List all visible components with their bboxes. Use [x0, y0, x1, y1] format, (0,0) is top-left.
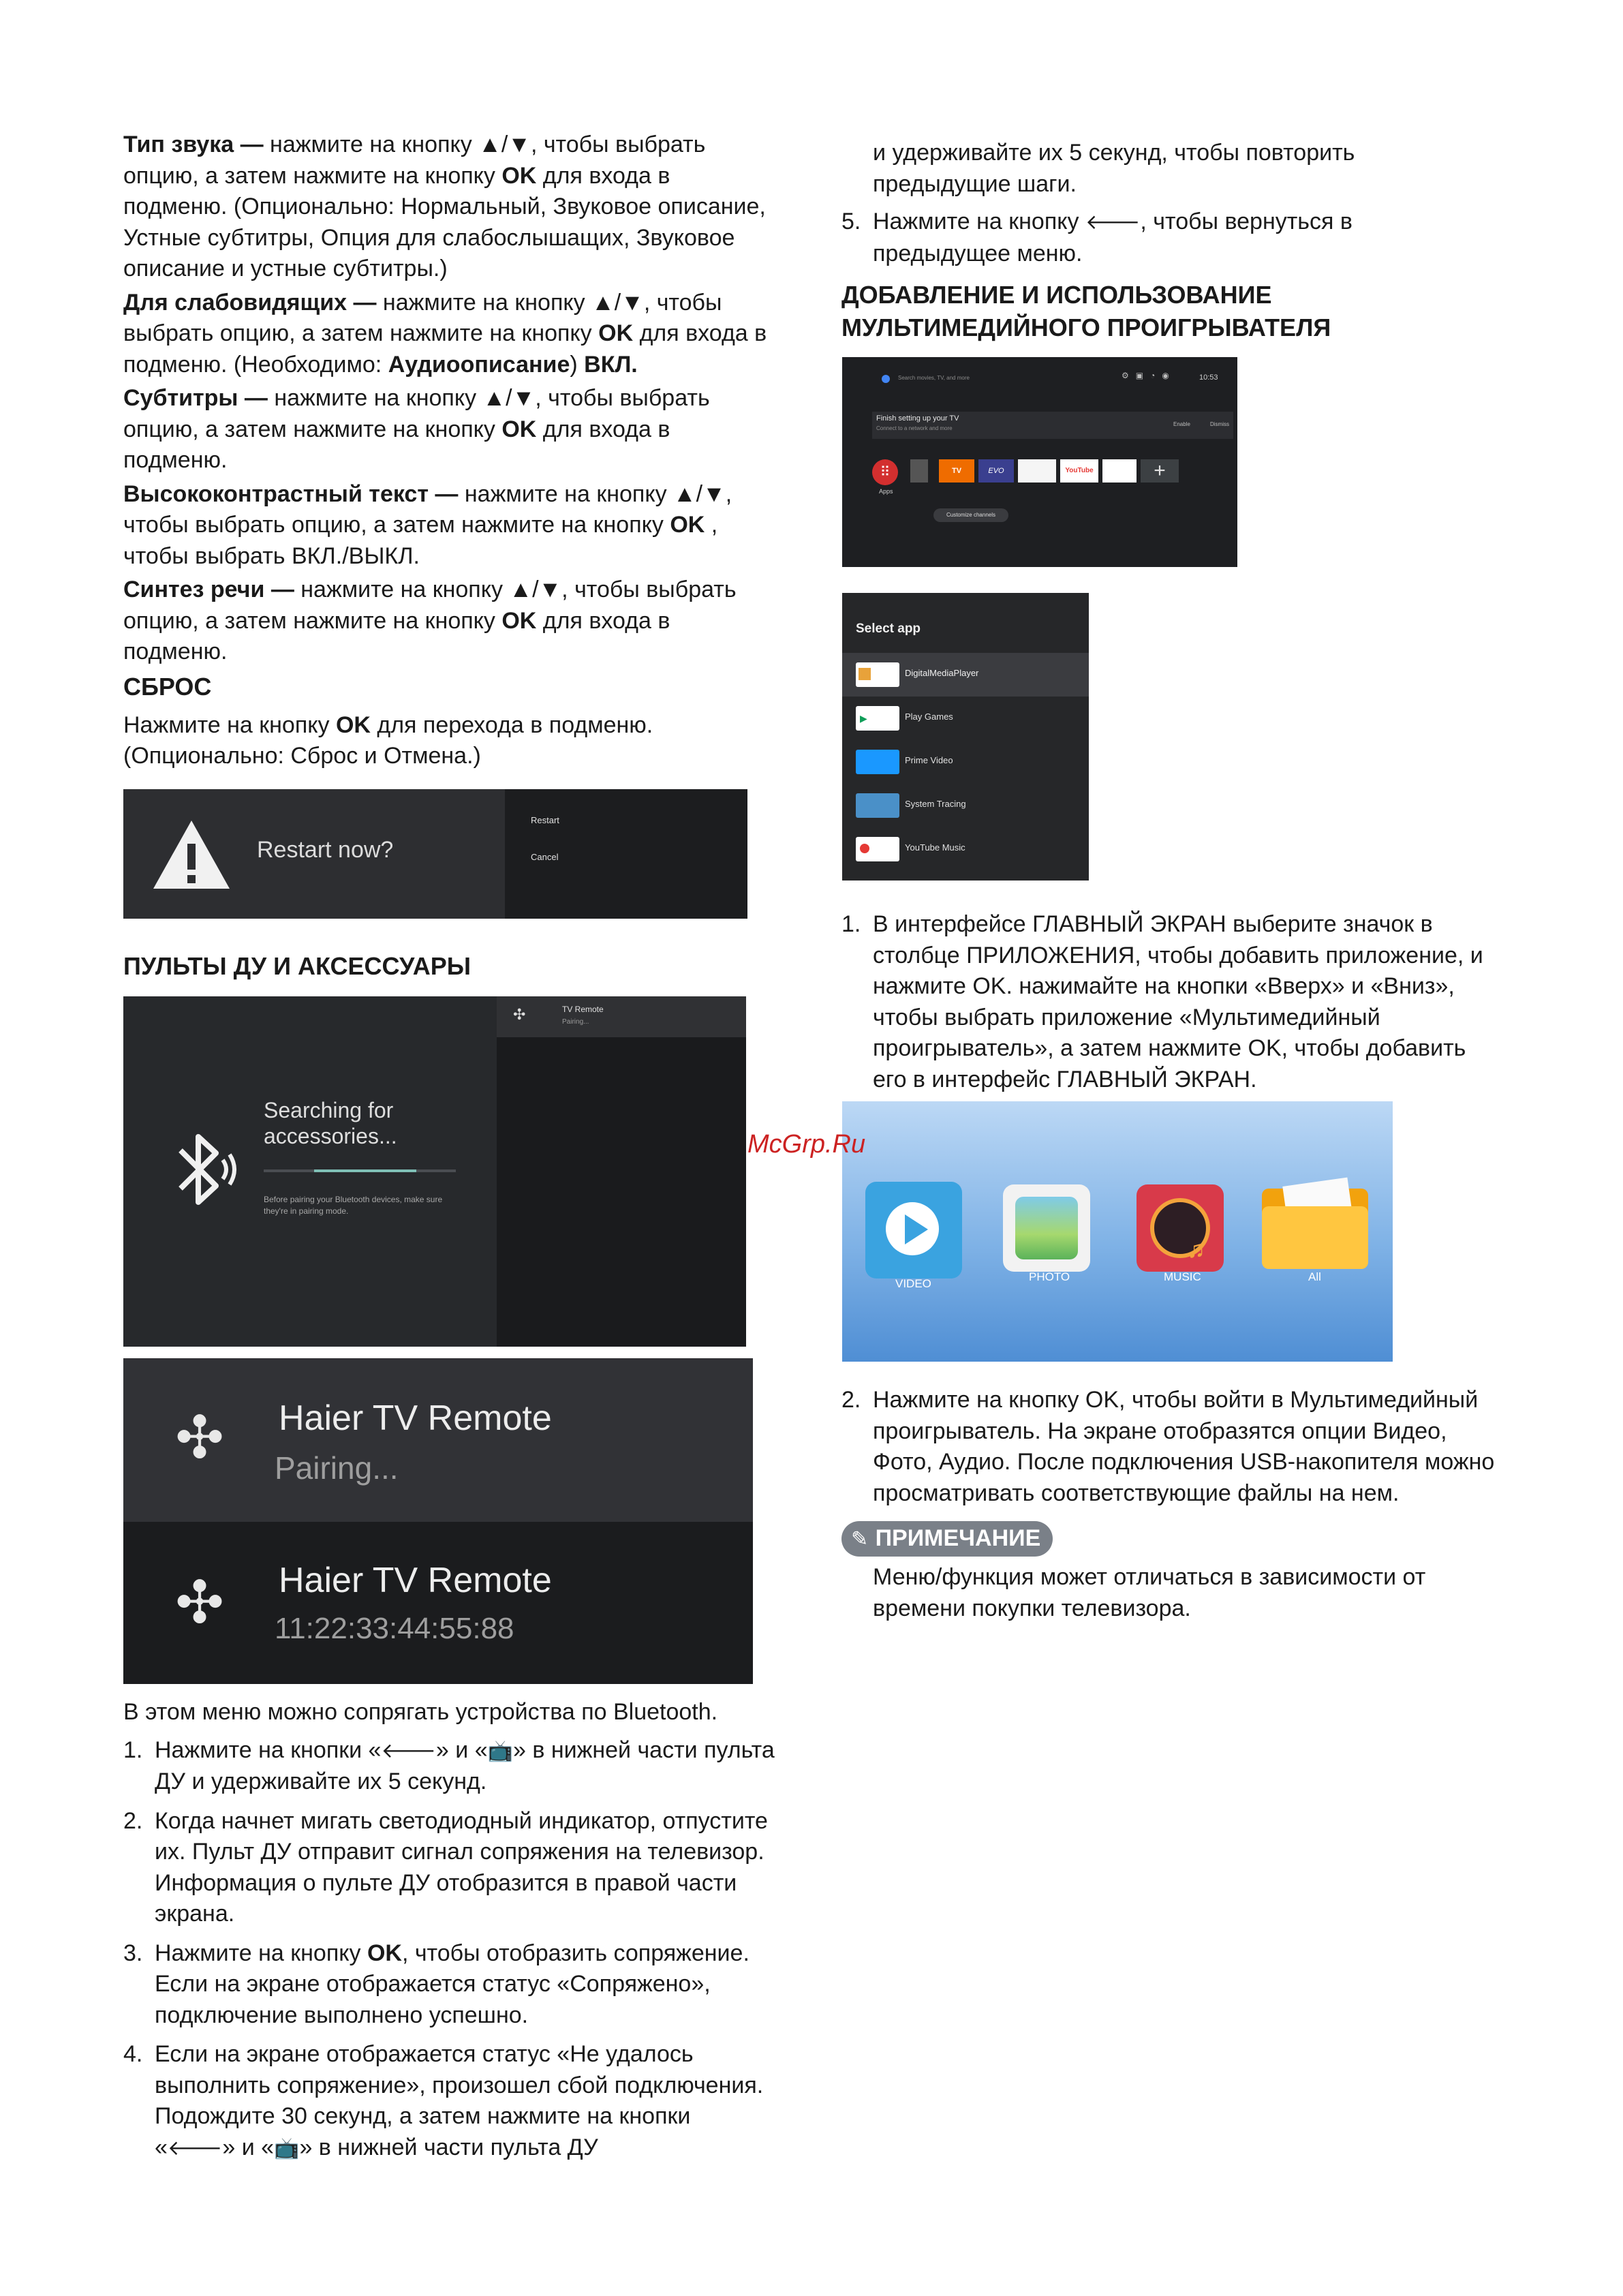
text: нажмите на кнопку ▲/▼, чтобы выбрать опцию, а затем нажмите на кнопку [123, 132, 706, 189]
home-screen-screenshot [842, 357, 1237, 567]
ok-label: OK [501, 607, 537, 634]
app-name: System Tracing [905, 799, 966, 809]
term: Для слабовидящих — [123, 289, 377, 316]
step-number: 2. [123, 1807, 143, 1834]
tts-paragraph [123, 575, 777, 668]
gamepad-icon: ✣ [175, 1570, 225, 1636]
ok-label: OK [367, 1940, 402, 1966]
text: для входа в подменю. (Необходимо: [123, 320, 767, 378]
note-label: ПРИМЕЧАНИЕ [875, 1525, 1041, 1551]
folder-tile[interactable] [1262, 1182, 1368, 1269]
tile-add[interactable]: + [1141, 459, 1179, 483]
text: Нажмите на кнопку OK, чтобы войти в Мультимедийный проигрыватель. На экране отобразятся опции Видео, Фото, Аудио. После подключения USB-накопителя можно просматривать соответствующие файлы на нем. [873, 1387, 1495, 1506]
text: для входа в подменю. (Опционально: Нормальный, Звуковое описание, Устные субтитры, Опция для слабослышащих, Звуковое описание и устные субтитры.) [123, 162, 766, 281]
reset-paragraph [123, 710, 777, 772]
setup-banner[interactable] [872, 412, 1233, 439]
step-1 [123, 1735, 777, 1798]
bt-steps [123, 1735, 777, 2164]
text: для входа в подменю. [123, 416, 670, 473]
text: для входа в подменю. [123, 607, 670, 664]
apps-button[interactable]: ⠿ [872, 459, 898, 485]
select-app-title: Select app [856, 622, 921, 636]
enable-button[interactable]: Enable [1173, 421, 1190, 427]
note-badge [841, 1521, 1053, 1557]
step-4 [123, 2039, 777, 2164]
watermark: McGrp.Ru [747, 1130, 866, 1159]
back-arrow-icon: 🡐 [1085, 211, 1141, 234]
music-tile[interactable] [1137, 1184, 1224, 1272]
remotes-heading: ПУЛЬТЫ ДУ И АКСЕССУАРЫ [123, 952, 471, 980]
text: нажмите на кнопку ▲/▼, чтобы выбрать опцию, а затем нажмите на кнопку [123, 577, 737, 634]
text: , чтобы выбрать ВКЛ./ВЫКЛ. [123, 512, 718, 569]
text: , чтобы отобразить сопряжение. Если на экране отображается статус «Сопряжено», подключение выполнено успешно. [155, 1940, 749, 2028]
step-number: 1. [123, 1736, 143, 1763]
searching-text: Searching for accessories... [264, 1098, 397, 1148]
text: ) [570, 351, 585, 378]
folder-icon-front [1262, 1206, 1368, 1269]
paired-mac: 11:22:33:44:55:88 [275, 1612, 514, 1645]
remote-status: Pairing... [562, 1018, 589, 1026]
step-number: 1. [841, 911, 861, 937]
text: Если на экране отображается статус «Не удалось выполнить сопряжение», произошел сбой подключения. Подождите 30 секунд, а затем нажмите на кнопки « [155, 2041, 764, 2160]
video-label: VIDEO [895, 1277, 931, 1290]
ok-label: OK [598, 320, 634, 346]
pairing-title: Haier TV Remote [279, 1398, 552, 1438]
remote-panel [497, 996, 746, 1347]
tv-icon: 📺 [487, 1739, 513, 1763]
step-number: 5. [841, 209, 861, 234]
video-tile[interactable] [865, 1182, 962, 1279]
ok-label: OK [335, 711, 371, 738]
progress-fill [314, 1169, 416, 1172]
app-icon [856, 837, 899, 861]
left-column [123, 129, 777, 772]
step-number: 3. [123, 1940, 143, 1966]
restart-options-panel [505, 789, 747, 919]
term: Высококонтрастный текст — [123, 480, 459, 507]
media-steps-a [841, 909, 1496, 1095]
cancel-option[interactable]: Cancel [531, 852, 559, 862]
tile-blank[interactable] [910, 459, 928, 483]
app-row-selected[interactable] [842, 653, 1089, 697]
bt-intro: В этом меню можно сопрягать устройства по Bluetooth. [123, 1699, 718, 1725]
paired-title: Haier TV Remote [279, 1561, 552, 1600]
media-step-1-block [841, 909, 1496, 1103]
app-icon [856, 793, 899, 818]
search-hint[interactable]: Search movies, TV, and more [898, 375, 970, 381]
play-triangle [905, 1214, 928, 1244]
app-name: YouTube Music [905, 842, 965, 853]
customize-channels-button[interactable]: Customize channels [933, 508, 1008, 522]
gamepad-icon: ✣ [513, 1006, 526, 1023]
text: , чтобы вернуться в предыдущее меню. [873, 209, 1352, 266]
app-name: Play Games [905, 711, 953, 722]
step-3 [123, 1938, 777, 2032]
ok-label: OK [670, 512, 705, 538]
all-label: All [1308, 1270, 1321, 1283]
tile-tv[interactable]: TV [939, 459, 974, 483]
visually-impaired-paragraph [123, 288, 777, 381]
ok-label: OK [501, 162, 537, 189]
app-row[interactable] [842, 784, 1089, 827]
text: Нажмите на кнопку [155, 1940, 367, 1966]
term: ВКЛ. [584, 351, 638, 378]
right-column-top [841, 138, 1496, 344]
text: Нажмите на кнопки « [155, 1736, 382, 1763]
step-5-list [841, 206, 1496, 269]
restart-dialog-screenshot [123, 789, 747, 919]
step-number: 4. [123, 2041, 143, 2067]
text: Нажмите на кнопку [873, 209, 1085, 234]
app-row[interactable] [842, 827, 1089, 871]
media-step-2-block [841, 1385, 1496, 1624]
photo-icon [1015, 1197, 1078, 1259]
step-number: 2. [841, 1387, 861, 1413]
remote-name: TV Remote [562, 1005, 604, 1014]
bluetooth-search-screenshot [123, 996, 746, 1347]
text: » в нижней части пульта ДУ и удерживайте их 5 секунд. [155, 1736, 775, 1794]
tile-movies[interactable] [1102, 459, 1137, 483]
note-text: Меню/функция может отличаться в зависимости от времени покупки телевизора. [873, 1564, 1426, 1621]
step-2 [123, 1806, 777, 1930]
bluetooth-instructions [123, 1697, 777, 2172]
app-name: Prime Video [905, 755, 953, 765]
text: нажмите на кнопку ▲/▼, чтобы выбрать опцию, а затем нажмите на кнопку [123, 289, 722, 346]
remote-list-item[interactable] [497, 996, 746, 1037]
photo-tile[interactable] [1003, 1184, 1090, 1272]
photo-label: PHOTO [1029, 1270, 1070, 1283]
text: » и « [222, 2134, 275, 2160]
pairing-screenshot [123, 1358, 753, 1684]
dismiss-button[interactable]: Dismiss [1210, 421, 1229, 427]
banner-title: Finish setting up your TV [876, 414, 959, 423]
restart-option[interactable]: Restart [531, 815, 559, 825]
ok-label: OK [501, 416, 537, 442]
text: » в нижней части пульта ДУ [299, 2134, 598, 2160]
step-5 [841, 206, 1496, 269]
tv-icon: 📺 [274, 2136, 300, 2160]
text: Нажмите на кнопку [123, 711, 336, 738]
tile-evo[interactable]: EVO [978, 459, 1014, 483]
media-step-2 [841, 1385, 1496, 1509]
app-icon [856, 750, 899, 774]
media-player-screenshot [842, 1101, 1393, 1362]
text: для перехода в подменю. (Опционально: Сброс и Отмена.) [123, 711, 653, 769]
media-steps-b [841, 1385, 1496, 1509]
back-arrow-icon: 🡐 [167, 2136, 223, 2160]
term: Синтез речи — [123, 577, 294, 602]
pairing-row[interactable] [123, 1358, 753, 1522]
settings-icons[interactable]: ⚙▣◔◉ [1122, 371, 1176, 380]
tile-youtube[interactable]: YouTube [1060, 459, 1098, 483]
term: Тип звука — [123, 132, 264, 157]
back-arrow-icon: 🡐 [381, 1739, 436, 1763]
music-note-icon: ♫ [1187, 1235, 1205, 1263]
term: Аудиоописание [388, 351, 570, 378]
tile-play[interactable] [1018, 459, 1056, 483]
high-contrast-paragraph [123, 479, 777, 572]
text: Когда начнет мигать светодиодный индикатор, отпустите их. Пульт ДУ отправит сигнал сопряжения на телевизор. Информация о пульте ДУ отобразится в правой части экрана. [155, 1807, 768, 1927]
pairing-status: Pairing... [275, 1450, 399, 1486]
app-icon: ▶ [856, 706, 899, 731]
text: нажмите на кнопку ▲/▼, чтобы выбрать опцию, а затем нажмите на кнопку [123, 385, 710, 442]
app-row[interactable] [842, 740, 1089, 784]
paired-row[interactable] [123, 1522, 753, 1684]
continued-text: и удерживайте их 5 секунд, чтобы повторить предыдущие шаги. [873, 140, 1355, 197]
warning-icon [151, 818, 232, 895]
banner-sub: Connect to a network and more [876, 425, 953, 431]
media-step-1 [841, 909, 1496, 1095]
text: » и « [435, 1736, 488, 1763]
media-heading: ДОБАВЛЕНИЕ И ИСПОЛЬЗОВАНИЕ МУЛЬТИМЕДИЙНОГО ПРОИГРЫВАТЕЛЯ [841, 281, 1331, 341]
text: нажмите на кнопку ▲/▼, чтобы выбрать опцию, а затем нажмите на кнопку [123, 480, 732, 538]
app-row[interactable] [842, 697, 1089, 740]
note-pencil-icon: ✎ [851, 1527, 876, 1551]
gamepad-icon: ✣ [175, 1405, 225, 1471]
clock: 10:53 [1199, 373, 1218, 382]
reset-heading: СБРОС [123, 672, 212, 701]
select-app-screenshot [842, 593, 1089, 881]
app-icon [856, 662, 899, 687]
restart-question: Restart now? [257, 837, 394, 863]
sound-type-paragraph [123, 129, 777, 285]
text: В интерфейсе ГЛАВНЫЙ ЭКРАН выберите значок в столбце ПРИЛОЖЕНИЯ, чтобы добавить приложение, и нажмите OK. нажимайте на кнопки «Вверх» и «Вниз», чтобы выбрать приложение «Мультимедийный проигрыватель», а затем нажмите OK, чтобы добавить его в интерфейс ГЛАВНЫЙ ЭКРАН. [873, 911, 1483, 1092]
music-label: MUSIC [1164, 1270, 1201, 1283]
term: Субтитры — [123, 385, 268, 411]
apps-label: Apps [879, 488, 893, 495]
app-name: DigitalMediaPlayer [905, 668, 979, 678]
assistant-icon [882, 375, 890, 383]
bluetooth-icon [174, 1129, 242, 1214]
subtitles-paragraph [123, 383, 777, 476]
pairing-hint: Before pairing your Bluetooth devices, make sure they're in pairing mode. [264, 1195, 443, 1216]
